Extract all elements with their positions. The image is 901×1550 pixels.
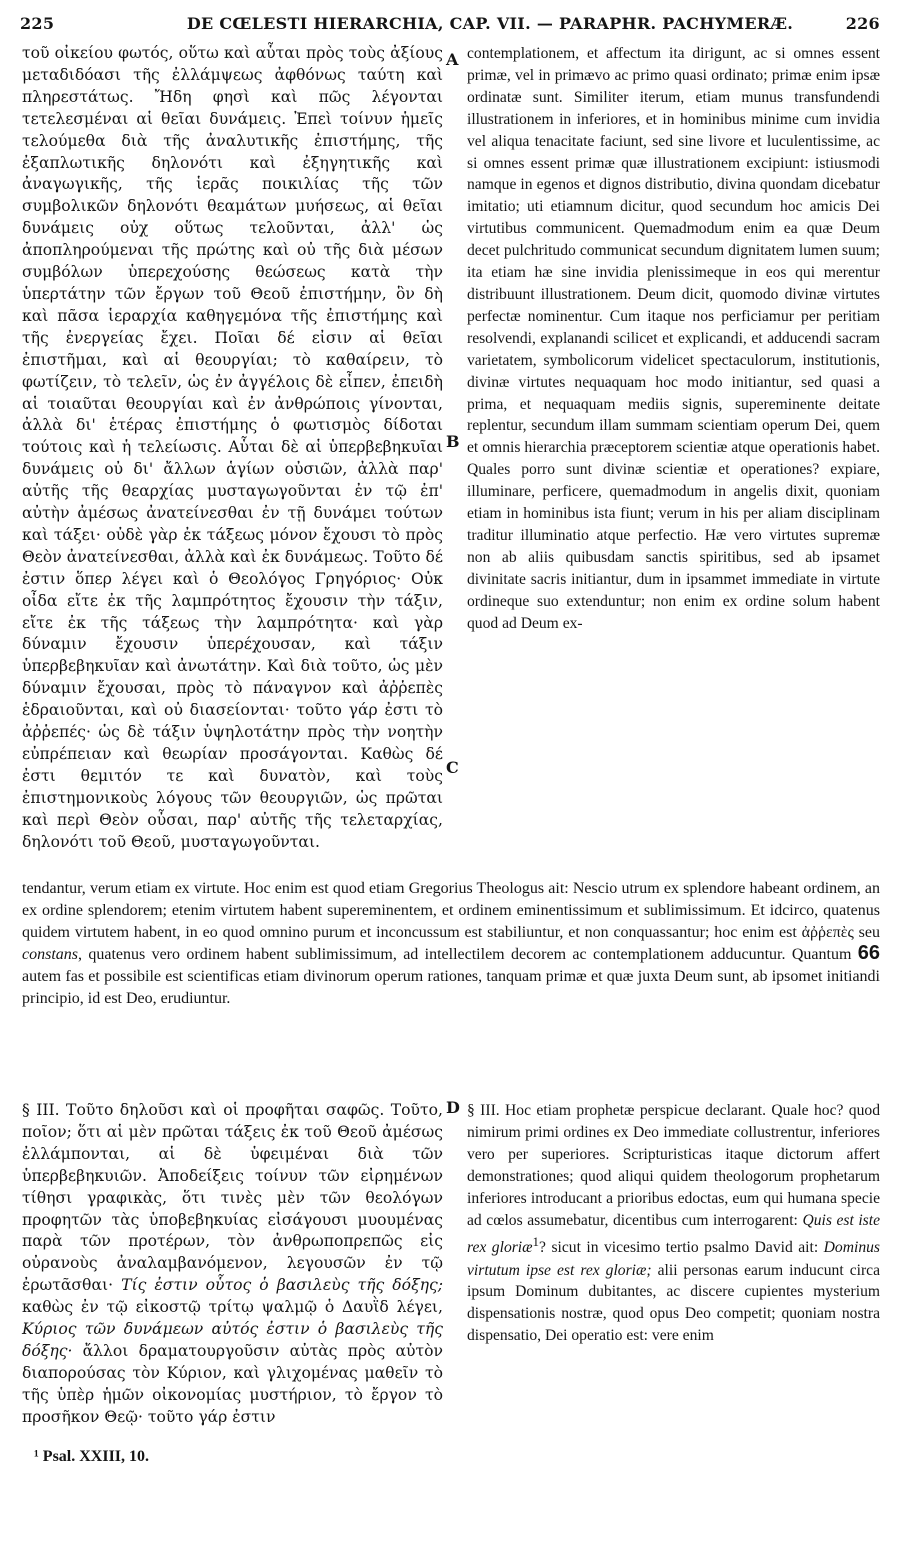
greek-column-bottom [22,1100,443,1430]
latin-bottom-quote1: Quis est iste rex gloriæ [467,1211,880,1257]
margin-marker-d: D [446,1098,460,1117]
wide-text-part2: , quatenus vero ordinem habent sublimissimum, ad intellectilem decorem ac contemplationem adducuntur. Quantum [78,946,852,964]
running-header [20,14,880,38]
marginal-page-number: 66 [857,942,881,965]
greek-column-top: τοῦ οἰκείου φωτός, οὕτω καὶ αὗται πρὸς τοὺς ἀξίους μεταδιδόασι τῆς ἐλλάμψεως ἀφθόνως ταύτη καὶ πληρεστάτως. Ἤδη φησὶ καὶ πῶς λέγονται τετελεσμέναι αἱ θεῖαι δυνάμεις. Ἐπεὶ τοίνυν ἡμεῖς τελούμεθα διὰ τῆς ἀναλυτικῆς ἐπιστήμης, τῆς ἐξαπλωτικῆς δηλονότι καὶ ἐξηγητικῆς καὶ ἀναγωγικῆς, τῆς ἱερᾶς ποικιλίας τῆς τῶν συμβολικῶν δηλονότι θεαμάτων μυήσεως, αἱ θεῖαι δυνάμεις οὐχ οὕτως τελοῦνται, ἀλλ' ὡς ἀποπληρούμεναι τῆς πρώτης καὶ οὐ τῆς διὰ μέσων συμβόλων ὑπερεχούσης θεώσεως κατὰ τὴν ὑπερτάτην τῶν ἔργων τοῦ Θεοῦ ἐπιστήμην, ὃν δὴ καὶ πᾶσα ἱεραρχία καθηγεμόνα τῆς ἐπιστήμης καὶ τῆς ἐνεργείας ἔχει. Ποῖαι δέ εἰσιν αἱ θεῖαι ἐπιστῆμαι, καὶ αἱ θεουργίαι; τὸ καθαίρειν, τὸ φωτίζειν, τὸ τελεῖν, ὡς ἐν ἀγγέλοις δὲ εἶπεν, ἐπειδὴ αἱ τοιαῦται θεουργίαι καὶ ἐν ἀνθρώποις γίνονται, ἀλλὰ δι' ἑτέρας ἐπιστήμης ὁ φωτισμὸς δίδοται τούτοις καὶ ἡ τελείωσις. Αὗται δὲ αἱ ὑπερβεβηκυῖαι δυνάμεις οὐ δι' ἄλλων ἁγίων οὐσιῶν, ἀλλὰ παρ' αὐτῆς τῆς θεαρχίας μυσταγωγοῦνται ἐν τῷ ἐπ' αὐτὴν ἀμέσως ἀνατείνεσθαι ἐν τῇ δυνάμει τούτων καὶ τάξει· οὐδὲ γὰρ ἐκ τάξεως μόνον ἔχουσι τὸ πρὸς Θεὸν ἀνατείνεσθαι, ἀλλὰ καὶ ἐκ δυνάμεως. Τοῦτο δέ ἐστιν ὅπερ λέγει καὶ ὁ Θεολόγος Γρηγόριος· Οὐκ οἶδα εἴτε ἐκ τῆς λαμπρότητος ἔχουσιν τὴν τάξιν, εἴτε ἐκ τῆς τάξεως τὴν λαμπρότητα· καὶ γὰρ δύναμιν ἔχουσιν ὑπερέχουσαν, καὶ τάξιν ὑπερβεβηκυῖαν καὶ ἀνωτάτην. Καὶ διὰ τοῦτο, ὡς μὲν δύναμιν ἔχουσαι, πρὸς τὸ πάναγνον καὶ ἀῤῥεπὲς ἑδραιοῦνται, καὶ οὐ διασείονται· τοῦτο γάρ ἐστι τὸ ἀῤῥεπές· ὡς δὲ τάξιν ὑψηλοτάτην πρὸς τὴν νοητὴν εὐπρέπειαν καὶ θεωρίαν προσάγονται. Καθὼς δέ ἐστι θεμιτόν τε καὶ δυνατὸν, καὶ τοὺς ἐπιστημονικοὺς λόγους τῶν θεουργιῶν, ὡς πρῶται καὶ περὶ Θεὸν οὖσαι, παρ' αὐτῆς τῆς τελεταρχίας, δηλονότι τοῦ Θεοῦ, μυσταγωγοῦνται. [22,44,443,851]
wide-constans: constans [22,946,78,964]
latin-column-bottom [467,1100,880,1430]
wide-text-part1: tendantur, verum etiam ex virtute. Hoc enim est quod etiam Gregorius Theologus ait: Nescio utrum ex splendore habeant ordinem, an ex ordine splendorem; etenim virtutem habent supereminentem, et ordinem eminentissimum et sublimissimum. Et idcirco, quatenus quidem virtutem habent, in eo quod omnino purum et inconcussum est stabiliuntur, et non conquassantur; hoc enim est ἀῤῥεπὲς seu [22,880,880,941]
greek-bottom-part1: § III. Τοῦτο δηλοῦσι καὶ οἱ προφῆται σαφῶς. Τοῦτο, ποῖον; ὅτι αἱ μὲν πρῶται τάξεις ἐκ τοῦ Θεοῦ ἀμέσως ἐλλάμπονται, αἱ δὲ ὑφειμέναι διὰ τῶν ὑπερβεβηκυιῶν. Ἀποδείξεις τοίνυν τῶν εἰρημένων τίθησι γραφικὰς, ὅτι τινὲς μὲν τῶν θεολόγων προφητῶν τὰς ὑποβεβηκυίας εἰσάγουσι μυουμένας παρὰ τῶν προτέρων, τὸν ἀνθρωποπρεπῶς εἰς οὐρανοὺς ἀναλαμβανόμενον, λεγουσῶν ἐν τῷ ἐρωτᾶσθαι· [22,1101,443,1295]
greek-bottom-quote1: Τίς ἐστιν οὗτος ὁ βασιλεὺς τῆς δόξης; [121,1276,443,1295]
wide-text-part3: autem fas et possibile est scientificas etiam divinorum operum rationes, tanquam primæ et quæ juxta Deum sunt, ab ipsomet initiandi principio, id est Deo, erudiuntur. [22,968,880,1007]
running-title: DE CŒLESTI HIERARCHIA, CAP. VII. — PARAPHR. PACHYMERÆ. [186,14,794,33]
margin-marker-b: B [446,432,460,451]
greek-bottom-quote2: Κύριος τῶν δυνάμεων αὐτός ἐστιν ὁ βασιλεὺς τῆς δόξης· [22,1320,443,1360]
latin-bottom-part1: § III. Hoc etiam prophetæ perspicue declarant. Quale hoc? quod nimirum primi ordines ex Deo immediate collustrentur, inferiores vero per superiores. Scripturisticas itaque dictorum affert demonstrationes; quod aliqui quidem theologorum prophetarum inferiores introducant a prioribus edoctas, eum qui humana specie ad cœlos assumebatur, dicentibus cum interrogarent: [467,1102,880,1229]
page-number-right: 226 [845,14,880,33]
latin-full-width-paragraph [22,878,880,1010]
latin-bottom-part3: alii personas earum inducunt circa ipsum Dominum dubitantes, ac discere cupientes mysterium dispensationis nostræ, quod opus Deo competit; quoniam nostra dispensatio, Dei operatio est: vere enim [467,1261,880,1345]
latin-bottom-quote2: Dominus virtutum ipse est rex gloriæ; [467,1239,880,1279]
margin-marker-a: A [446,50,459,69]
latin-column-top: contemplationem, et affectum ita dirigunt, ac si omnes essent primæ, vel in primævo ac primo quasi ordinato; primæ enim ipsæ ordinatæ sunt. Similiter iterum, etiam munus transfundendi illustrationem in inferiores, et in hominibus minime cum invidia vel aliqua tenacitate faciunt, sed sine livore et luculentissime, ac si omnes essent primæ quæ illustrationem excipiunt: istiusmodi namque in egenos et dignos distributio, divina quondam dicebatur imitatio; uti etiamnum dicitur, quod secundum hoc amicis Dei virtutibus communicent. Quemadmodum enim ea quæ Deum decet pulchritudo communicat secundum dignitatem lumen suum; ita etiam hæ sine invidia plenissimeque in eos qui merentur distribuunt illustrationem. Deum dicit, quomodo divinæ virtutes perfectæ nominentur. Cum itaque nos perficiamur per peritiam resolvendi, explanandi scilicet et explicandi, et adducendi sacram varietatem, symbolicorum videlicet spectaculorum, institutionis, divinæ virtutes nequaquam hoc modo initiantur, sed quasi a prima, et nequaquam mediis signis, supereminente deitate replentur, secundum illam summam scientiam operum Dei, quem et omnis hierarchia præceptorem scientiæ atque operationis habet. Quales porro sunt divinæ scientiæ et operationes? expiare, illuminare, perficere, quemadmodum in angelis dixit, quoniam etiam in hominibus ista fiunt; verum in his per aliam disciplinam traditur illuminatio atque perfectio. Hæ vero virtutes supremæ non ab aliis quibusdam sanctis spiritibus, sed ab ipsamet divinitate sacris initiantur, dum in ipsammet immediate in virtute ordineque suo extenduntur; non enim ex ordine solum habent quod ad Deum ex- [467,45,880,632]
page-number-left: 225 [20,14,55,33]
footnote-ref: 1 [532,1234,540,1250]
margin-marker-c: C [446,758,459,777]
greek-bottom-part2: καθὼς ἐν τῷ εἰκοστῷ τρίτῳ ψαλμῷ ὁ Δαυῒδ λέγει, [22,1298,443,1317]
latin-bottom-part2: ? sicut in vicesimo tertio psalmo David ait: [539,1239,819,1257]
greek-bottom-part3: ἄλλοι δραματουργοῦσιν αὐτὰς πρὸς αὐτὸν διαπορούσας τὸν Κύριον, καὶ γλιχομένας μαθεῖν τὸ τῆς ὑπὲρ ἡμῶν οἰκονομίας μυστήριον, τὸ ἔργον τὸ προσῆκον Θεῷ· τοῦτο γάρ ἐστιν [22,1341,443,1426]
footnote: ¹ Psal. XXIII, 10. [34,1448,150,1465]
